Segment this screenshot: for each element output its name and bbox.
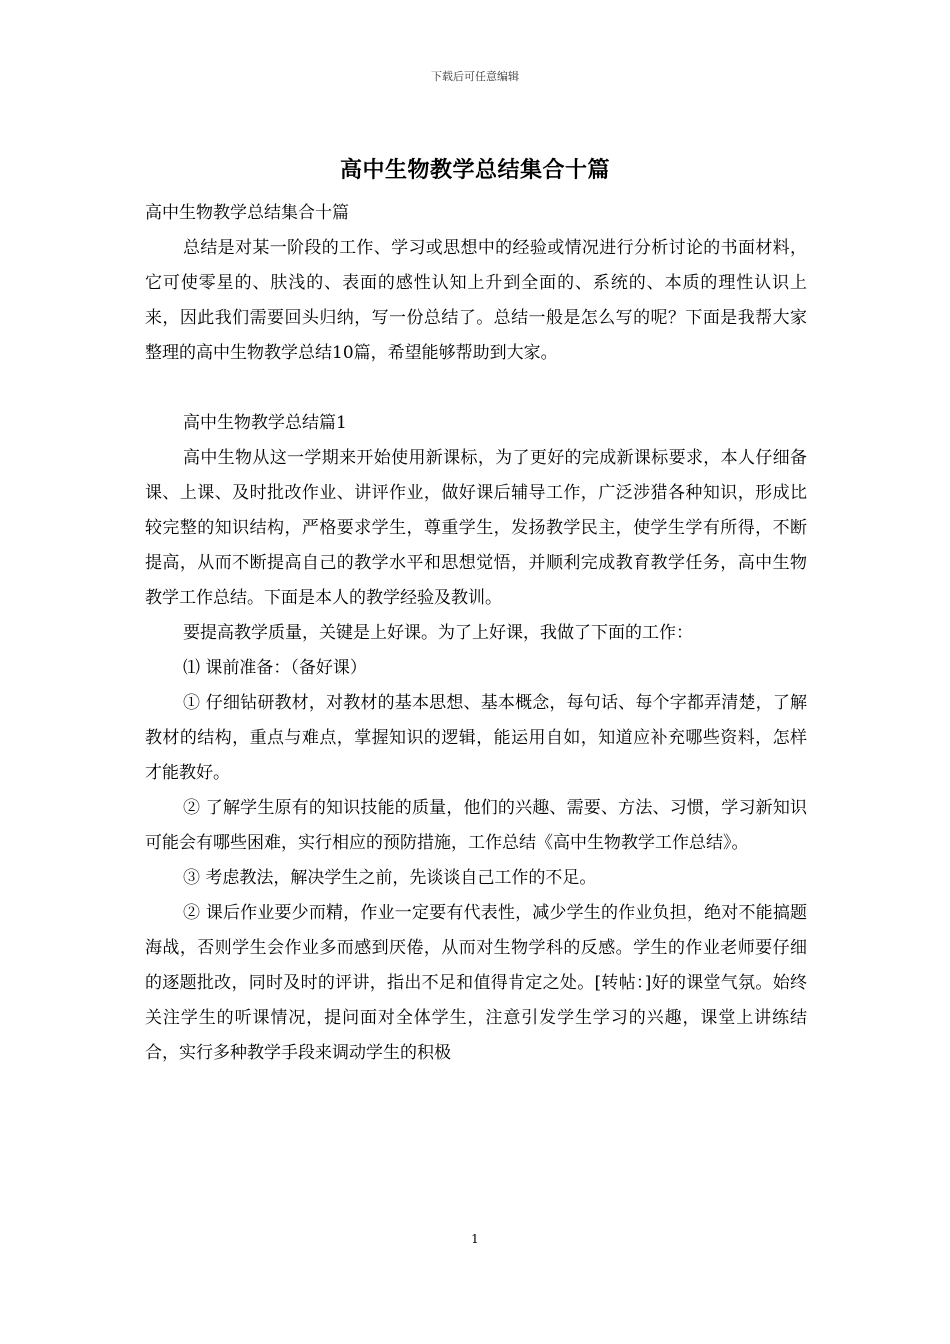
list-item: ② 课后作业要少而精，作业一定要有代表性，减少学生的作业负担，绝对不能搞题海战，否则学生会作业多而感到厌倦，从而对生物学科的反感。学生的作业老师要仔细的逐题批改，同时及时的评讲，指出不足和值得肯定之处。[转帖：]好的课堂气氛。始终关注学生的听课情况，提问面对全体学生，注意引发学生学习的兴趣，课堂上讲练结合，实行多种教学手段来调动学生的积极: [145, 903, 807, 1063]
list-item: ① 仔细钻研教材，对教材的基本思想、基本概念，每句话、每个字都弄清楚，了解教材的结构，重点与难点，掌握知识的逻辑，能运用自如，知道应补充哪些资料，怎样才能教好。: [145, 693, 807, 783]
document-title: 高中生物教学总结集合十篇: [339, 157, 610, 183]
list-item: ② 了解学生原有的知识技能的质量，他们的兴趣、需要、方法、习惯，学习新知识可能会有哪些困难，实行相应的预防措施，工作总结《高中生物教学工作总结》。: [145, 798, 807, 853]
intro-paragraph: 总结是对某一阶段的工作、学习或思想中的经验或情况进行分析讨论的书面材料，它可使零星的、肤浅的、表面的感性认知上升到全面的、系统的、本质的理性认识上来，因此我们需要回头归纳，写一份总结了。总结一般是怎么写的呢？下面是我帮大家整理的高中生物教学总结10篇，希望能够帮助到大家。: [145, 238, 807, 363]
body-paragraph: 要提高教学质量，关键是上好课。为了上好课，我做了下面的工作：: [183, 623, 693, 643]
list-heading: ⑴ 课前准备：（备好课）: [183, 658, 367, 678]
body-paragraph: 高中生物从这一学期来开始使用新课标，为了更好的完成新课标要求，本人仔细备课、上课、及时批改作业、讲评作业，做好课后辅导工作，广泛涉猎各种知识，形成比较完整的知识结构，严格要求学生，尊重学生，发扬教学民主，使学生学有所得，不断提高，从而不断提高自己的教学水平和思想觉悟，并顺利完成教育教学任务，高中生物教学工作总结。下面是本人的教学经验及教训。: [145, 448, 807, 608]
subtitle-paragraph: 高中生物教学总结集合十篇: [145, 203, 349, 223]
list-item: ③ 考虑教法，解决学生之前，先谈谈自己工作的不足。: [183, 868, 597, 888]
document-body: [145, 196, 807, 1071]
blank-line: [145, 371, 807, 406]
page-header: 下载后可任意编辑: [431, 70, 519, 83]
section-heading: 高中生物教学总结篇1: [183, 413, 347, 433]
page-number: 1: [471, 1232, 479, 1246]
